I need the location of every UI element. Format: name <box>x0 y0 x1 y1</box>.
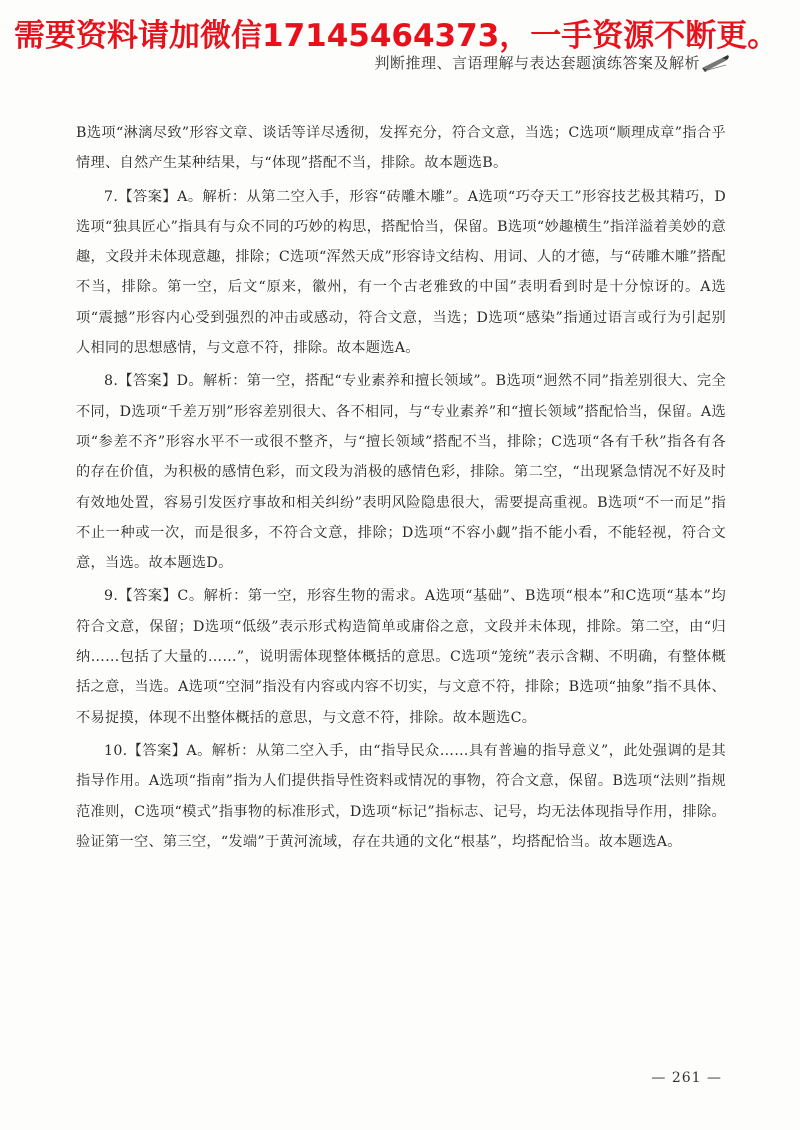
paragraph-continuation: B选项“淋漓尽致”形容文章、谈话等详尽透彻，发挥充分，符合文意，当选；C选项“顺理成章”指合乎情理、自然产生某种结果，与“体现”搭配不当，排除。故本题选B。 <box>76 125 726 172</box>
page-number: — 261 — <box>651 1070 722 1086</box>
answer-explanations <box>76 118 726 860</box>
page-header-title: 判断推理、言语理解与表达套题演练答案及解析 <box>374 54 700 72</box>
paragraph-q10: 10.【答案】A。解析：从第二空入手，由“指导民众……具有普遍的指导意义”，此处强调的是其指导作用。A选项“指南”指为人们提供指导性资料或情况的事物，符合文意，保留。B选项“法则”指规范准则，C选项“模式”指事物的标准形式，D选项“标记”指标志、记号，均无法体现指导作用，排除。验证第一空、第三空，“发端”于黄河流域，存在共通的文化“根基”，均搭配恰当。故本题选A。 <box>76 742 726 850</box>
paragraph-q7: 7.【答案】A。解析：从第二空入手，形容“砖雕木雕”。A选项“巧夺天工”形容技艺极其精巧，D选项“独具匠心”指具有与众不同的巧妙的构思，搭配恰当，保留。B选项“妙趣横生”指洋溢着美妙的意趣，文段并未体现意趣，排除；C选项“浑然天成”形容诗文结构、用词、人的才德，与“砖雕木雕”搭配不当，排除。第一空，后文“原来，徽州，有一个古老雅致的中国”表明看到时是十分惊讶的。A选项“震撼”形容内心受到强烈的冲击或感动，符合文意，当选；D选项“感染”指通过语言或行为引起别人相同的思想感情，与文意不符，排除。故本题选A。 <box>76 188 726 357</box>
watermark-banner: 需要资料请加微信17145464373，一手资源不断更。 <box>14 18 779 54</box>
paragraph-q8: 8.【答案】D。解析：第一空，搭配“专业素养和擅长领域”。B选项“迥然不同”指差别很大、完全不同，D选项“千差万别”形容差别很大、各不相同，与“专业素养”和“擅长领域”搭配恰当，保留。A选项“参差不齐”形容水平不一或很不整齐，与“擅长领域”搭配不当，排除；C选项“各有千秋”指各有各的存在价值，为积极的感情色彩，而文段为消极的感情色彩，排除。第二空，“出现紧急情况不好及时有效地处置，容易引发医疗事故和相关纠纷”表明风险隐患很大，需要提高重视。B选项“不一而足”指不止一种或一次，而是很多，不符合文意，排除；D选项“不容小觑”指不能小看，不能轻视，符合文意，当选。故本题选D。 <box>76 373 726 572</box>
paragraph-q9: 9.【答案】C。解析：第一空，形容生物的需求。A选项“基础”、B选项“根本”和C选项“基本”均符合文意，保留；D选项“低级”表示形式构造简单或庸俗之意，文段并未体现，排除。第二空，由“归纳……包括了大量的……”，说明需体现整体概括的意思。C选项“笼统”表示含糊、不明确，有整体概括之意，当选。A选项“空洞”指没有内容或内容不切实，与文意不符，排除；B选项“抽象”指不具体、不易捉摸，体现不出整体概括的意思，与文意不符，排除。故本题选C。 <box>76 588 726 726</box>
pen-icon <box>700 52 730 74</box>
